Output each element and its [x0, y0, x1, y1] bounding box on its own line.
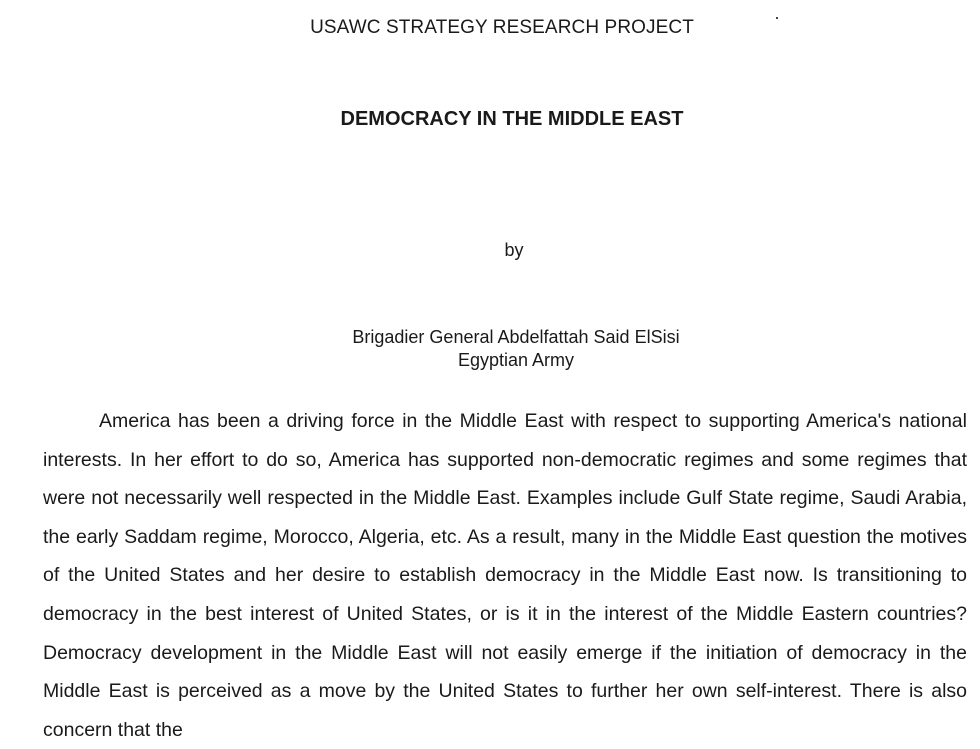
byline [0, 240, 980, 261]
author-affiliation: Egyptian Army [457, 350, 575, 370]
author-name: Brigadier General Abdelfattah Said ElSisi [352, 327, 680, 347]
author-block [0, 326, 980, 372]
project-header [0, 17, 980, 39]
project-header-text: USAWC STRATEGY RESEARCH PROJECT [310, 17, 694, 38]
body-paragraph: America has been a driving force in the Middle East with respect to supporting America's national interests. In her effort to do so, America has supported non-democratic regimes and some regimes that were not necessarily well respected in the Middle East. Examples include Gulf State regime, Saudi Arabia, the early Saddam regime, Morocco, Algeria, etc. As a result, many in the Middle East question the motives of the United States and her desire to establish democracy in the Middle East now. Is transitioning to democracy in the best interest of United States, or is it in the interest of the Middle Eastern countries? Democracy development in the Middle East will not easily emerge if the initiation of democracy in the Middle East is perceived as a move by the United States to further her own self-interest. There is also concern that the [43, 410, 967, 741]
document-title-text: DEMOCRACY IN THE MIDDLE EAST [340, 108, 684, 130]
scan-speck [776, 17, 778, 19]
document-title [0, 108, 980, 131]
byline-text: by [504, 240, 524, 260]
